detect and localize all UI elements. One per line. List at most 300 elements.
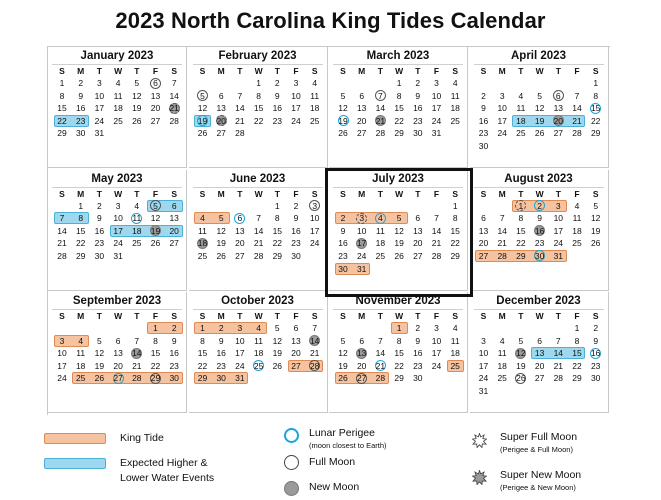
date-cell: 21 — [375, 115, 386, 126]
date-cell: 4 — [499, 335, 505, 346]
date-cell: 2 — [415, 323, 421, 333]
date-cell: 27 — [216, 128, 226, 139]
date-cell: 11 — [450, 90, 460, 101]
date-cell: 21 — [572, 115, 582, 126]
date-cell: 3 — [293, 78, 299, 88]
date-cell: 22 — [57, 115, 67, 126]
date-cell: 13 — [356, 348, 367, 359]
date-cell: 31 — [553, 250, 564, 261]
date-cell: 15 — [75, 225, 86, 236]
date-cell: 8 — [396, 335, 402, 346]
date-cell: 18 — [450, 348, 460, 359]
date-cell: 19 — [534, 115, 545, 126]
date-cell: 5 — [200, 90, 205, 101]
date-cell: 14 — [57, 225, 67, 236]
date-cell: 13 — [150, 90, 161, 101]
date-cell: 10 — [356, 225, 367, 236]
date-cell: 20 — [216, 115, 226, 126]
date-cell: 24 — [553, 238, 564, 249]
date-cell: 22 — [590, 115, 601, 126]
day-of-week-header: M — [217, 188, 225, 199]
date-cell: 3 — [59, 335, 65, 346]
date-cell: 13 — [113, 348, 123, 359]
date-cell: 3 — [312, 200, 318, 211]
date-cell: 6 — [359, 335, 365, 346]
date-cell: 11 — [310, 90, 320, 101]
month-february — [189, 47, 328, 168]
date-cell: 7 — [171, 78, 177, 88]
day-of-week-header: W — [114, 188, 123, 199]
day-of-week-header: T — [415, 66, 421, 76]
date-cell: 5 — [518, 335, 524, 346]
date-cell: 7 — [59, 213, 65, 224]
date-cell: 12 — [197, 103, 208, 114]
date-cell: 9 — [78, 90, 84, 101]
date-cell: 18 — [497, 360, 507, 371]
date-cell: 26 — [338, 128, 348, 139]
month-july — [329, 170, 468, 291]
month-name: September 2023 — [72, 295, 162, 307]
date-cell: 2 — [537, 200, 542, 211]
day-of-week-header: T — [377, 188, 383, 199]
day-of-week-header: T — [274, 66, 280, 76]
date-cell: 22 — [450, 238, 460, 249]
date-cell: 30 — [291, 250, 301, 261]
month-name: November 2023 — [355, 295, 441, 307]
month-january — [48, 47, 187, 168]
date-cell: 30 — [478, 141, 489, 151]
day-of-week-header: F — [574, 188, 580, 199]
date-cell: 8 — [153, 335, 158, 346]
date-cell: 22 — [253, 115, 264, 126]
date-cell: 9 — [537, 213, 542, 224]
date-cell: 14 — [375, 103, 386, 114]
date-cell: 21 — [253, 238, 264, 249]
day-of-week-header: S — [592, 66, 599, 76]
date-cell: 2 — [97, 200, 102, 211]
date-cell: 19 — [150, 225, 161, 236]
day-of-week-header: W — [254, 188, 263, 199]
date-cell: 27 — [235, 250, 245, 261]
date-cell: 20 — [150, 103, 161, 114]
day-of-week-header: M — [498, 66, 506, 76]
date-cell: 5 — [537, 90, 542, 101]
day-of-week-header: T — [555, 188, 561, 199]
date-cell: 26 — [394, 250, 404, 261]
date-cell: 15 — [253, 103, 264, 114]
day-of-week-header: F — [433, 188, 440, 199]
date-cell: 9 — [593, 335, 599, 346]
date-cell: 8 — [452, 213, 458, 224]
day-of-week-header: F — [574, 311, 580, 321]
date-cell: 11 — [198, 225, 207, 236]
date-cell: 6 — [293, 323, 299, 333]
legend-perigee-note: (moon closest to Earth) — [309, 441, 387, 450]
day-of-week-header: W — [254, 66, 263, 76]
date-cell: 2 — [415, 78, 421, 88]
date-cell: 26 — [516, 373, 526, 384]
date-cell: 1 — [593, 78, 599, 88]
day-of-week-header: S — [480, 188, 487, 199]
date-cell: 28 — [253, 250, 264, 261]
date-cell: 8 — [274, 213, 280, 224]
date-cell: 1 — [274, 200, 280, 211]
legend-higher-water-label-2: Lower Water Events — [120, 472, 215, 484]
day-of-week-header: W — [535, 311, 544, 321]
date-cell: 20 — [356, 360, 367, 371]
date-cell: 30 — [534, 250, 545, 261]
day-of-week-header: S — [59, 311, 65, 321]
day-of-week-header: T — [237, 311, 243, 321]
day-of-week-header: S — [340, 188, 346, 199]
legend-super-new-label: Super New Moon — [500, 469, 582, 481]
month-name: April 2023 — [511, 50, 566, 62]
date-cell: 10 — [309, 213, 320, 224]
date-cell: 6 — [153, 78, 158, 88]
month-name: June 2023 — [229, 172, 286, 185]
perigee-icon — [284, 428, 299, 443]
date-cell: 27 — [169, 238, 179, 249]
date-cell: 18 — [572, 225, 582, 236]
date-cell: 22 — [272, 238, 283, 249]
day-of-week-header: T — [377, 66, 383, 76]
day-of-week-header: W — [254, 311, 263, 321]
date-cell: 8 — [574, 335, 580, 346]
date-cell: 4 — [200, 213, 205, 224]
date-cell: 3 — [555, 200, 561, 211]
date-cell: 1 — [574, 323, 580, 333]
date-cell: 17 — [309, 225, 320, 236]
date-cell: 1 — [396, 323, 402, 333]
day-of-week-header: T — [518, 311, 524, 321]
date-cell: 27 — [478, 250, 489, 261]
date-cell: 15 — [394, 103, 404, 114]
date-cell: 29 — [197, 373, 208, 384]
day-of-week-header: S — [171, 66, 178, 76]
date-cell: 18 — [113, 103, 123, 114]
date-cell: 23 — [413, 360, 423, 371]
day-of-week-header: S — [199, 311, 206, 321]
date-cell: 25 — [450, 115, 460, 126]
month-name: March 2023 — [366, 50, 430, 62]
date-cell: 19 — [132, 103, 142, 114]
date-cell: 30 — [216, 373, 226, 384]
date-cell: 18 — [309, 103, 320, 114]
date-cell: 28 — [375, 128, 386, 139]
date-cell: 21 — [553, 360, 564, 371]
date-cell: 11 — [450, 335, 460, 346]
date-cell: 20 — [169, 225, 179, 236]
date-cell: 7 — [434, 213, 439, 224]
day-of-week-header: W — [535, 66, 544, 76]
date-cell: 4 — [378, 213, 383, 224]
date-cell: 26 — [150, 238, 161, 249]
date-cell: 13 — [413, 225, 423, 236]
date-cell: 6 — [171, 200, 177, 211]
date-cell: 28 — [553, 373, 564, 384]
date-cell: 19 — [338, 115, 348, 126]
date-cell: 21 — [431, 238, 442, 249]
day-of-week-header: W — [395, 188, 404, 199]
date-cell: 22 — [197, 360, 208, 371]
date-cell: 29 — [75, 250, 86, 261]
date-cell: 23 — [338, 250, 348, 261]
date-cell: 17 — [291, 103, 301, 114]
date-cell: 24 — [94, 115, 105, 126]
date-cell: 4 — [452, 78, 458, 88]
day-of-week-header: S — [592, 311, 599, 321]
date-cell: 6 — [218, 90, 224, 101]
date-cell: 26 — [132, 115, 142, 126]
date-cell: 16 — [75, 103, 86, 114]
day-of-week-header: T — [274, 188, 280, 199]
date-cell: 10 — [478, 348, 489, 359]
date-cell: 30 — [413, 128, 423, 139]
date-cell: 22 — [394, 115, 404, 126]
date-cell: 10 — [113, 213, 123, 224]
date-cell: 17 — [553, 225, 564, 236]
date-cell: 25 — [516, 128, 526, 139]
date-cell: 6 — [115, 335, 121, 346]
date-cell: 28 — [572, 128, 582, 139]
date-cell: 9 — [97, 213, 102, 224]
date-cell: 4 — [312, 78, 318, 88]
day-of-week-header: F — [293, 311, 299, 321]
date-cell: 20 — [356, 115, 367, 126]
date-cell: 18 — [450, 103, 460, 114]
date-cell: 12 — [338, 348, 348, 359]
date-cell: 24 — [57, 373, 67, 384]
day-of-week-header: T — [274, 311, 280, 321]
date-cell: 11 — [572, 213, 582, 224]
day-of-week-header: F — [152, 188, 159, 199]
date-cell: 25 — [497, 373, 507, 384]
date-cell: 7 — [256, 213, 261, 224]
date-cell: 19 — [516, 360, 526, 371]
date-cell: 7 — [499, 213, 505, 224]
date-cell: 30 — [94, 250, 105, 261]
date-cell: 25 — [197, 250, 208, 261]
date-cell: 4 — [256, 323, 261, 333]
date-cell: 24 — [431, 360, 442, 371]
date-cell: 9 — [415, 335, 421, 346]
date-cell: 28 — [132, 373, 142, 384]
date-cell: 12 — [338, 103, 348, 114]
day-of-week-header: S — [59, 66, 65, 76]
date-cell: 29 — [572, 373, 582, 384]
date-cell: 31 — [356, 263, 367, 274]
date-cell: 19 — [197, 115, 208, 126]
date-cell: 20 — [235, 238, 245, 249]
date-cell: 28 — [431, 250, 442, 261]
date-cell: 2 — [340, 213, 346, 224]
date-cell: 15 — [394, 348, 404, 359]
date-cell: 13 — [356, 103, 367, 114]
date-cell: 22 — [75, 238, 86, 249]
date-cell: 1 — [153, 323, 158, 333]
date-cell: 25 — [572, 238, 582, 249]
date-cell: 8 — [518, 213, 524, 224]
month-name: December 2023 — [496, 295, 581, 307]
date-cell: 6 — [359, 90, 365, 101]
date-cell: 19 — [338, 360, 348, 371]
date-cell: 5 — [153, 200, 158, 211]
date-cell: 20 — [113, 360, 123, 371]
month-name: January 2023 — [80, 50, 154, 62]
date-cell: 7 — [378, 90, 383, 101]
super-new-moon-icon — [472, 470, 487, 485]
higher-water-swatch — [44, 458, 106, 469]
date-cell: 17 — [235, 348, 245, 359]
date-cell: 10 — [94, 90, 105, 101]
calendar-grid — [47, 46, 610, 415]
date-cell: 7 — [574, 90, 580, 101]
super-full-moon-icon — [472, 433, 487, 448]
date-cell: 17 — [431, 103, 442, 114]
date-cell: 14 — [132, 348, 142, 359]
date-cell: 26 — [216, 250, 226, 261]
day-of-week-header: S — [452, 311, 459, 321]
date-cell: 27 — [113, 373, 123, 384]
date-cell: 4 — [518, 90, 524, 101]
date-cell: 12 — [216, 225, 226, 236]
date-cell: 29 — [450, 250, 460, 261]
date-cell: 5 — [340, 335, 346, 346]
date-cell: 25 — [132, 238, 142, 249]
date-cell: 23 — [216, 360, 226, 371]
date-cell: 11 — [132, 213, 142, 224]
date-cell: 1 — [78, 200, 84, 211]
date-cell: 2 — [218, 323, 224, 333]
day-of-week-header: M — [358, 311, 366, 321]
date-cell: 10 — [291, 90, 301, 101]
date-cell: 24 — [309, 238, 320, 249]
month-march — [329, 47, 468, 168]
month-name: May 2023 — [91, 172, 143, 185]
date-cell: 1 — [256, 78, 261, 88]
date-cell: 10 — [235, 335, 245, 346]
date-cell: 6 — [555, 90, 561, 101]
date-cell: 15 — [272, 225, 283, 236]
date-cell: 26 — [94, 373, 105, 384]
date-cell: 31 — [431, 128, 442, 139]
date-cell: 5 — [134, 78, 140, 88]
day-of-week-header: M — [217, 66, 225, 76]
date-cell: 28 — [309, 360, 320, 371]
date-cell: 4 — [452, 323, 458, 333]
date-cell: 10 — [57, 348, 67, 359]
legend-super-full-note: (Perigee & Full Moon) — [500, 445, 573, 454]
date-cell: 24 — [356, 250, 367, 261]
date-cell: 24 — [113, 238, 123, 249]
date-cell: 16 — [413, 348, 423, 359]
date-cell: 11 — [375, 225, 385, 236]
date-cell: 16 — [413, 103, 423, 114]
date-cell: 30 — [169, 373, 179, 384]
date-cell: 31 — [94, 128, 105, 139]
date-cell: 12 — [394, 225, 404, 236]
date-cell: 8 — [593, 90, 599, 101]
date-cell: 27 — [534, 373, 545, 384]
day-of-week-header: S — [199, 66, 206, 76]
date-cell: 13 — [235, 225, 245, 236]
date-cell: 5 — [340, 90, 346, 101]
date-cell: 25 — [253, 360, 264, 371]
full-moon-icon — [284, 455, 299, 470]
date-cell: 18 — [516, 115, 526, 126]
day-of-week-header: F — [152, 311, 159, 321]
day-of-week-header: F — [152, 66, 159, 76]
day-of-week-header: T — [134, 66, 140, 76]
day-of-week-header: S — [199, 188, 206, 199]
date-cell: 3 — [115, 200, 121, 211]
date-cell: 16 — [478, 115, 489, 126]
date-cell: 31 — [235, 373, 245, 384]
legend-new-moon-label: New Moon — [309, 481, 360, 493]
date-cell: 13 — [478, 225, 489, 236]
legend-super-full-label: Super Full Moon — [500, 431, 578, 443]
date-cell: 27 — [553, 128, 564, 139]
date-cell: 19 — [94, 360, 105, 371]
date-cell: 7 — [237, 90, 243, 101]
date-cell: 9 — [340, 225, 346, 236]
date-cell: 4 — [134, 200, 140, 211]
date-cell: 26 — [338, 373, 348, 384]
date-cell: 19 — [216, 238, 226, 249]
date-cell: 14 — [572, 103, 582, 114]
date-cell: 3 — [237, 323, 243, 333]
date-cell: 12 — [516, 348, 526, 359]
date-cell: 7 — [378, 335, 383, 346]
date-cell: 21 — [235, 115, 245, 126]
month-may — [48, 170, 187, 291]
month-october — [189, 292, 328, 413]
date-cell: 25 — [309, 115, 320, 126]
date-cell: 10 — [553, 213, 564, 224]
date-cell: 8 — [200, 335, 205, 346]
date-cell: 15 — [590, 103, 601, 114]
date-cell: 4 — [574, 200, 580, 211]
day-of-week-header: W — [114, 311, 123, 321]
date-cell: 31 — [113, 250, 123, 261]
month-name: July 2023 — [372, 172, 424, 185]
date-cell: 13 — [534, 348, 545, 359]
day-of-week-header: S — [452, 66, 459, 76]
date-cell: 21 — [497, 238, 507, 249]
date-cell: 16 — [338, 238, 348, 249]
date-cell: 17 — [94, 103, 105, 114]
day-of-week-header: S — [171, 188, 178, 199]
date-cell: 14 — [235, 103, 245, 114]
date-cell: 7 — [134, 335, 140, 346]
date-cell: 22 — [394, 360, 404, 371]
legend-full-moon-label: Full Moon — [309, 456, 356, 468]
legend-super-new-note: (Perigee & New Moon) — [500, 483, 576, 492]
date-cell: 26 — [197, 128, 208, 139]
date-cell: 23 — [169, 360, 179, 371]
legend-perigee-label: Lunar Perigee — [309, 427, 375, 439]
date-cell: 26 — [272, 360, 283, 371]
date-cell: 15 — [516, 225, 526, 236]
day-of-week-header: W — [535, 188, 544, 199]
date-cell: 11 — [254, 335, 263, 346]
day-of-week-header: S — [592, 188, 599, 199]
date-cell: 8 — [256, 90, 261, 101]
date-cell: 15 — [197, 348, 208, 359]
date-cell: 3 — [97, 78, 102, 88]
date-cell: 28 — [235, 128, 245, 139]
date-cell: 11 — [497, 348, 507, 359]
